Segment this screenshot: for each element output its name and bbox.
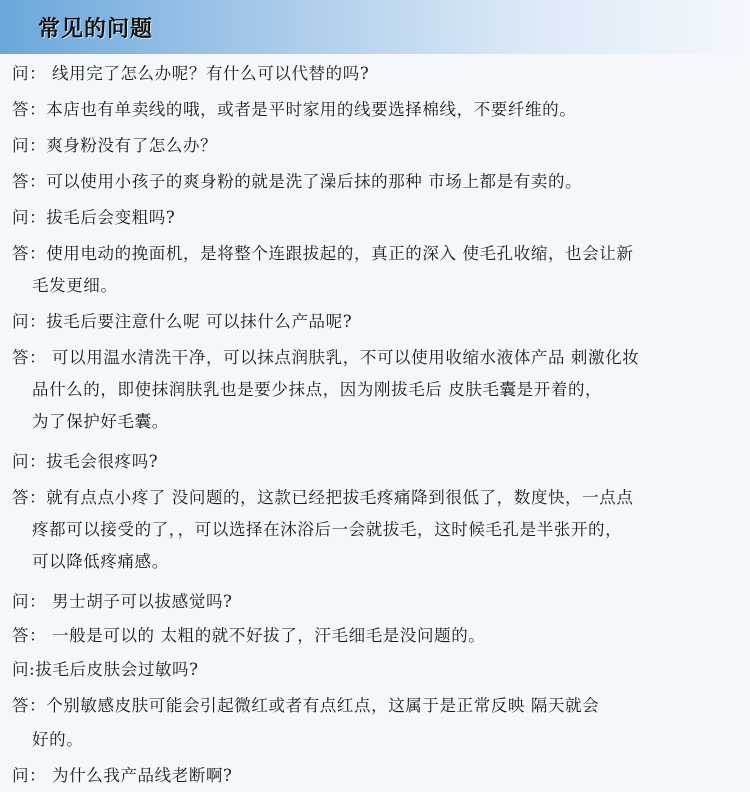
question-line: 问：爽身粉没有了怎么办？ [12,136,218,155]
question-line: 问： 为什么我产品线老断啊? [12,766,233,785]
question-line: 问：拔毛后要注意什么呢 可以抹什么产品呢? [12,312,353,331]
answer-line-continued: 为了保护好毛囊。 [32,412,169,431]
answer-line-continued: 疼都可以接受的了，，可以选择在沐浴后一会就拔毛，这时候毛孔是半张开的， [32,520,623,539]
answer-line: 答：个别敏感皮肤可能会引起微红或者有点红点，这属于是正常反映 隔天就会 [12,696,600,715]
question-line: 问：拔毛后会变粗吗? [12,208,176,227]
answer-line: 答： 一般是可以的 太粗的就不好拔了，汗毛细毛是没问题的。 [12,626,486,645]
answer-line: 答：可以使用小孩子的爽身粉的就是洗了澡后抹的那种 市场上都是有卖的。 [12,172,583,191]
answer-line: 答： 可以用温水清洗干净，可以抹点润肤乳，不可以使用收缩水液体产品 刺激化妆 [12,348,640,367]
answer-line-continued: 毛发更细。 [32,276,118,295]
page-title: 常见的问题 [38,17,154,42]
question-line: 问：拔毛会很疼吗? [12,452,159,471]
answer-line-continued: 好的。 [32,730,84,749]
answer-line: 答：使用电动的挽面机，是将整个连跟拔起的，真正的深入 使毛孔收缩，也会让新 [12,244,634,263]
question-line: 问： 男士胡子可以拔感觉吗? [12,592,233,611]
question-line: 问:拔毛后皮肤会过敏吗? [12,660,199,679]
answer-line: 答：本店也有单卖线的哦，或者是平时家用的线要选择棉线，不要纤维的。 [12,100,577,119]
answer-line: 答：就有点点小疼了 没问题的，这款已经把拔毛疼痛降到很低了，数度快，一点点 [12,488,634,507]
answer-line-continued: 品什么的，即使抹润肤乳也是要少抹点，因为刚拔毛后 皮肤毛囊是开着的， [32,380,603,399]
title-banner [0,0,750,54]
question-line: 问： 线用完了怎么办呢？有什么可以代替的吗? [12,64,370,83]
answer-line-continued: 可以降低疼痛感。 [32,552,169,571]
